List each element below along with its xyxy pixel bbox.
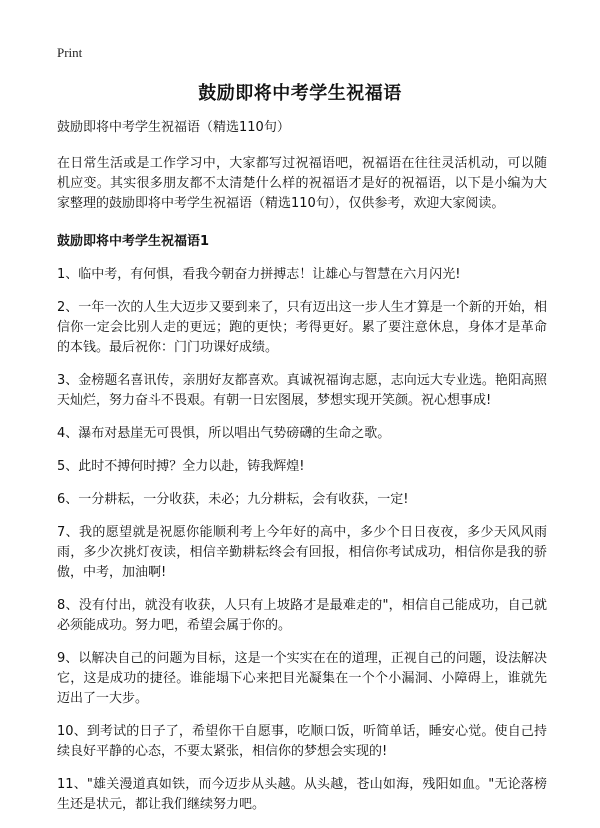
article-intro: 在日常生活或是工作学习中，大家都写过祝福语吧，祝福语在往往灵活机动，可以随机应变。其实很多朋友都不太清楚什么样的祝福语才是好的祝福语，以下是小编为大家整理的鼓励即将中考学生祝福语（精选110句），仅供参考，欢迎大家阅读。 bbox=[57, 156, 547, 211]
blessing-item-8: 8、没有付出，就没有收获，人只有上坡路才是最难走的"，相信自己能成功，自己就必须能成功。努力吧，希望会属于你的。 bbox=[57, 598, 547, 633]
page-title: 鼓励即将中考学生祝福语 bbox=[198, 83, 402, 104]
blessing-item-9: 9、以解决自己的问题为目标，这是一个实实在在的道理，正视自己的问题，设法解决它，这是成功的捷径。谁能塌下心来把目光凝集在一个个小漏洞、小障碍上，谁就先迈出了一大步。 bbox=[57, 651, 547, 706]
blessing-item-4: 4、瀑布对悬崖无可畏惧，所以唱出气势磅礴的生命之歌。 bbox=[57, 426, 391, 441]
blessing-item-6: 6、一分耕耘，一分收获，未必；九分耕耘，会有收获，一定! bbox=[57, 492, 409, 507]
blessing-item-1: 1、临中考，有何惧，看我今朝奋力拼搏志！让雄心与智慧在六月闪光! bbox=[57, 267, 461, 282]
article-body bbox=[57, 118, 547, 828]
blessing-item-7: 7、我的愿望就是祝愿你能顺利考上今年好的高中，多少个日日夜夜，多少天风风雨雨，多少次挑灯夜读，相信辛勤耕耘终会有回报，相信你考试成功，相信你是我的骄傲，中考，加油啊! bbox=[57, 525, 547, 580]
blessing-item-5: 5、此时不搏何时搏？全力以赴，铸我辉煌! bbox=[57, 459, 305, 474]
article-subtitle: 鼓励即将中考学生祝福语（精选110句） bbox=[57, 120, 290, 135]
blessing-item-11: 11、"雄关漫道真如铁，而今迈步从头越。从头越，苍山如海，残阳如血。"无论落榜生还是状元，都让我们继续努力吧。 bbox=[57, 777, 547, 812]
print-link[interactable]: Print bbox=[57, 45, 83, 60]
blessing-item-10: 10、到考试的日子了，希望你干自愿事，吃顺口饭，听简单话，睡安心觉。使自己持续良好平静的心态，不要太紧张，相信你的梦想会实现的! bbox=[57, 724, 547, 759]
section-heading: 鼓励即将中考学生祝福语1 bbox=[57, 234, 210, 249]
blessing-item-3: 3、金榜题名喜讯传，亲朋好友都喜欢。真诚祝福询志愿，志向远大专业选。艳阳高照天灿烂，努力奋斗不畏艰。有朝一日宏图展，梦想实现开笑颜。祝心想事成! bbox=[57, 373, 547, 408]
blessing-item-2: 2、一年一次的人生大迈步又要到来了，只有迈出这一步人生才算是一个新的开始，相信你一定会比别人走的更远；跑的更快；考得更好。累了要注意休息，身体才是革命的本钱。最后祝你：门门功课好成绩。 bbox=[57, 300, 547, 355]
